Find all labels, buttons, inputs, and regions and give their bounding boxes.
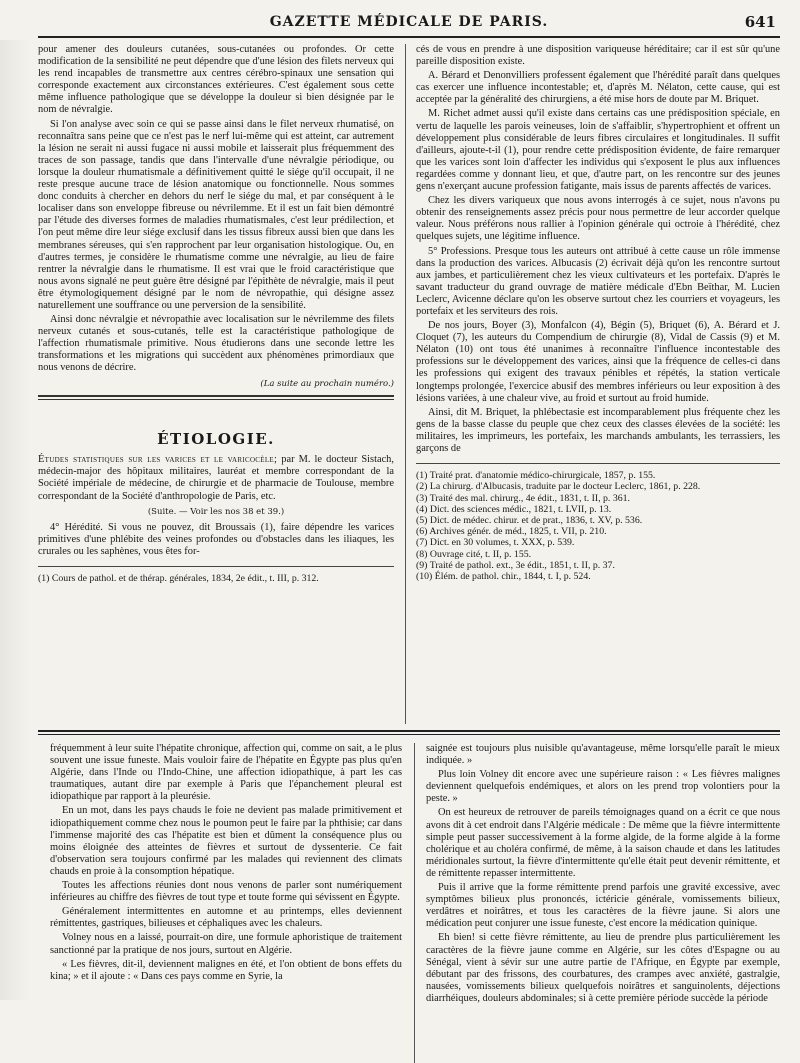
footnote-line: (8) Ouvrage cité, t. II, p. 155.: [416, 548, 532, 560]
footnote-line: (1) Traité prat. d'anatomie médico-chirurgicale, 1857, p. 155.: [416, 470, 656, 482]
paragraph: En un mot, dans les pays chauds le foie ne devient pas malade primitivement et idiopathiquement comme chez nous le poumon peut le faire par la phthisie; car dans l'immense majorité des cas l'hépatite est bien et dûment la conséquence plus ou moins éloignée des atteintes de fièvres et surtout de dyssenterie. Ce fait d'observation sera toujours confirmé par les malades qui reviennent des climats chauds en proie à la consomption hépatique.: [50, 805, 402, 877]
journal-title: GAZETTE MÉDICALE DE PARIS.: [269, 14, 549, 30]
footnote-line: (1) Cours de pathol. et de thérap. générales, 1834, 2e édit., t. III, p. 312.: [38, 573, 319, 585]
paragraph: pour amener des douleurs cutanées, sous-cutanées ou profondes. Or cette modification de la sensibilité ne peut dépendre que d'une lésion des filets nerveux qui les rend incapables de transmettre aux centres cérébro-spinaux une sensation qui corresponde exactement aux circonstances extérieures. C'est également sous cette même influence pathologique que se développe la douleur si bien désignée par le nom de névralgie.: [38, 44, 394, 116]
paragraph: Ainsi donc névralgie et névropathie avec localisation sur le névrilemme des filets nerveux cutanés et sous-cutanés, telle est la caractéristique pathologique de l'affection rhumatismale primitive. Nous étudierons dans une seconde lettre les transformations et les migrations qui succèdent aux phénomènes primordiaux que nous venons de décrire.: [38, 314, 394, 374]
footnote-rule: [38, 566, 394, 567]
footnote-line: (10) Élém. de pathol. chir., 1844, t. I, p. 524.: [416, 570, 591, 582]
footnote-line: (6) Archives génér. de méd., 1825, t. VII, p. 210.: [416, 526, 607, 538]
header-rule: [38, 36, 780, 38]
newspaper-page: [38, 10, 780, 1050]
paragraph: Eh bien! si cette fièvre rémittente, au lieu de prendre plus particulièrement les caractères de la fièvre jaune comme en Algérie, sur les côtes d'Espagne ou au Sénégal, vient à sévir sur une autre partie de l'Afrique, en Égypte par exemple, débutant par des frissons, des courbatures, des crampes avec anxiété, gastralgie, nausées, vomissements bilieux quelquefois noirâtres et sanguinolents, déjections diarrhéiques, douleurs abdominales; si à cette première période succède la période: [426, 932, 780, 1004]
footnote-rule: [416, 463, 780, 464]
article-byline: [38, 454, 394, 504]
paragraph: Volney nous en a laissé, pourrait-on dire, une formule aphoristique de traitement sanctionné par la pratique de nos jours, surtout en Algérie.: [50, 932, 402, 956]
article-author: par M. le docteur Sistach, médecin-major des hôpitaux militaires, lauréat et membre correspondant de la Société impériale de médecine, de chirurgie et de pharmacie de Toulouse, membre correspondant de la Société d'anthropologie de Paris, etc.: [38, 453, 394, 502]
paragraph: M. Richet admet aussi qu'il existe dans certains cas une prédisposition spéciale, en vertu de laquelle les parois veineuses, loin de s'affaiblir, s'hypertrophient et offrent un développement plus considérable de leurs fibres circulaires et longitudinales. Il suffit d'ailleurs, ajoute-t-il (1), pour rendre cette prédisposition évidente, de faire remarquer que les varices sont loin d'affecter les individus qui s'exposent le plus aux influences regardées comme y donnant lieu, et que, d'autre part, on les rencontre sur des jeunes gens n'exerçant aucune profession fatigante, mais issus de parents affectés de varices.: [416, 108, 780, 193]
column-divider: [414, 743, 415, 1063]
footnote-line: (5) Dict. de médec. chirur. et de prat., 1836, t. XV, p. 536.: [416, 514, 643, 526]
running-head: [38, 10, 780, 34]
footnote-line: (3) Traité des mal. chirurg., 4e édit., 1831, t. II, p. 361.: [416, 492, 630, 504]
top-section: [38, 44, 780, 724]
column-divider: [405, 44, 406, 724]
footnote-line: (4) Dict. des sciences médic., 1821, t. LVII, p. 13.: [416, 503, 612, 515]
section-divider: [38, 730, 780, 735]
footnote: [38, 573, 394, 584]
paragraph: On est heureux de retrouver de pareils témoignages quand on a écrit ce que nous avons dit à cet endroit dans l'Algérie médicale : De même que la fièvre intermittente simple peut passer successivement à la forme algide, de la forme algide à la forme cholérique et au choléra confirmé, de même, à la saison chaude et dans les latitudes méridionales surtout, la fièvre d'intermittente qu'elle était peut devenir rémittente, et de rémittente repasser intermittente.: [426, 807, 780, 879]
footnote-line: (7) Dict. en 30 volumes, t. XXX, p. 539.: [416, 537, 575, 549]
paragraph: Puis il arrive que la forme rémittente prend parfois une gravité excessive, avec symptômes bilieux plus prononcés, ictéricie générale, vomissements bilieux, verdâtres et noirâtres, et tous les caractères de la fièvre jaune. Si alors une médication peut conjurer une issue funeste, c'est encore la médication quinique.: [426, 882, 780, 930]
bottom-right-column: [426, 743, 780, 1007]
bottom-section: [38, 743, 780, 1063]
footnotes: [416, 470, 780, 582]
page-edge-shadow: [0, 40, 30, 1000]
article-title: Études statistiques sur les varices et le varicocèle;: [38, 453, 278, 465]
footnote-line: (9) Traité de pathol. ext., 3e édit., 1851, t. II, p. 37.: [416, 559, 615, 571]
paragraph: cés de vous en prendre à une disposition variqueuse héréditaire; car il est sûr qu'une pareille disposition existe.: [416, 44, 780, 68]
paragraph: Toutes les affections réunies dont nous venons de parler sont numériquement inférieures au chiffre des fièvres de tout type et toute forme qui sévissent en Égypte.: [50, 880, 402, 904]
footnote-line: (2) La chirurg. d'Albucasis, traduite par le docteur Leclerc, 1861, p. 228.: [416, 481, 701, 493]
paragraph: De nos jours, Boyer (3), Monfalcon (4), Bégin (5), Briquet (6), A. Bérard et J. Cloquet (7), les auteurs du Compendium de chirurgie (8), Vidal de Cassis (9) et M. Nélaton (10) ont tous été unanimes à reconnaître l'influence incontestable des professions sur le développement des varices, ainsi que la fréquence de celles-ci dans les professions qui exigent des travaux pénibles et répétés, la station verticale longtemps prolongée, l'exercice abusif des membres inférieurs ou leur exposition à des lésions variées, à une chaleur vive, au froid et surtout au froid humide.: [416, 320, 780, 404]
paragraph: Ainsi, dit M. Briquet, la phlébectasie est incomparablement plus fréquente chez les gens de la basse classe du peuple que chez ceux des classes élevées de la société: les militaires, les imprimeurs, les portefaix, les marchands ambulants, les terrassiers, les garçons de: [416, 406, 780, 454]
paragraph: 5° Professions. Presque tous les auteurs ont attribué à cette cause un rôle immense dans la production des varices. Albucasis (2) écrivait déjà qu'on les rencontre surtout aux jambes, et particulièrement chez les vieux cultivateurs et les portefaix. D'après le savant traducteur du grand ouvrage de matière médicale d'Ebn Beïthar, M. Lucien Leclerc, Avicenne déclare qu'on les observe surtout chez les courriers et voyageurs, les portefaix et les serviteurs des rois.: [416, 245, 780, 317]
paragraph: A. Bérard et Denonvilliers professent également que l'hérédité paraît dans quelques cas exercer une influence incontestable; et, d'après M. Nélaton, cette cause, qui est acceptée par la généralité des chirurgiens, a été mise hors de doute par M. Briquet.: [416, 70, 780, 106]
continued-note: (La suite au prochain numéro.): [260, 378, 394, 389]
paragraph: 4° Hérédité. Si vous ne pouvez, dit Broussais (1), faire dépendre les varices primitives d'une phlébite des veines profondes ou d'obstacles dans les iliaques, les crurales ou les saphènes, vous êtes for-: [38, 522, 394, 558]
paragraph: « Les fièvres, dit-il, deviennent malignes en été, et l'on obtient de bons effets du kina; » et il ajoute : « Dans ces pays comme en Syrie, la: [50, 958, 402, 982]
paragraph: Généralement intermittentes en automne et au printemps, elles deviennent rémittentes, gastriques, bilieuses et céphaliques avec les chaleurs.: [50, 906, 402, 930]
paragraph: Plus loin Volney dit encore avec une supérieure raison : « Les fièvres malignes deviennent quelquefois endémiques, et alors on les prend trop volontiers pour la peste. »: [426, 769, 780, 805]
paragraph: fréquemment à leur suite l'hépatite chronique, affection qui, comme on sait, a le plus souvent une issue funeste. Mais vouloir faire de l'hépatite en Égypte pas plus qu'en Algérie, dans l'Inde ou l'Indo-Chine, une affection idiopathique, à part les cas traumatiques, autant dire par exemple à Paris que l'épanchement pleural est idiopathique par rapport à la pleurésie.: [50, 743, 402, 803]
right-column: [416, 44, 780, 724]
paragraph: Si l'on analyse avec soin ce qui se passe ainsi dans le filet nerveux rhumatisé, on reconnaîtra sans peine que ce n'est pas le nerf lui-même qui est atteint, car autrement la lésion ne serait ni aussi fugace ni aussi mobile et laisserait plus fréquemment des traces de son passage, tandis que dans l'intervalle d'une névralgie périodique, ou lorsque la douleur rhumatismale a définitivement quitté le siége qu'il occupait, il ne reste presque aucune trace de lésion anatomique ou fonctionnelle. Nous sommes donc conduits à chercher en dehors du nerf le siége du mal, et par conséquent à le localiser dans son enveloppe fibreuse ou névrilemme. Et il est un fait bien démontré par l'étude des diverses formes de maladies rhumatismales, c'est leur prédilection, et l'on peut même dire leur siége exclusif dans les tissus fibreux aussi bien que dans les membranes séreuses, qui s'en rapprochent par leur organisation histologique. Ou, en d'autres termes, je considère le rhumatisme comme une névralgie, au lieu de faire rentrer la névralgie dans le rhumatisme. Il est vrai que le froid caractéristique que nous avons signalé ne peut guère être désigné par l'épithète de névralgie, mais il peut être étymologiquement désigné par le nom de névropathie, qui désigne assez naturellement une souffrance ou une perversion de la sensibilité.: [38, 118, 394, 311]
section-divider: [38, 395, 394, 400]
left-column: [38, 44, 394, 724]
section-title: ÉTIOLOGIE.: [157, 429, 275, 448]
bleed-through-text: [38, 408, 394, 426]
bottom-left-column: [50, 743, 402, 985]
page-number: 641: [744, 13, 776, 31]
continued-reference: (Suite. — Voir les nos 38 et 39.): [147, 507, 285, 518]
paragraph: saignée est toujours plus nuisible qu'avantageuse, même lorsqu'elle paraît le mieux indiquée. »: [426, 743, 780, 767]
paragraph: Chez les divers variqueux que nous avons interrogés à ce sujet, nous n'avons pu obtenir des renseignements assez précis pour nous permettre de leur accorder quelque valeur. Nous préférons nous rallier à l'opinion générale qui octroie à l'hérédité, chez quelques sujets, une légitime influence.: [416, 195, 780, 243]
